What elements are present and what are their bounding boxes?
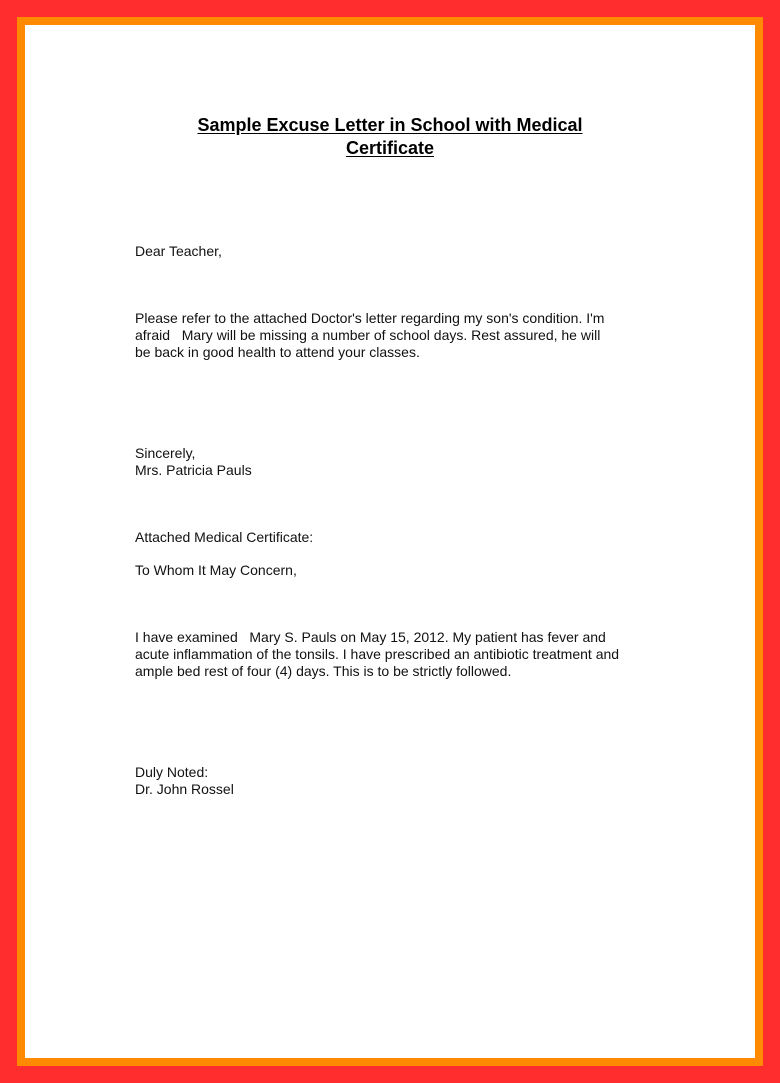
certificate-paragraph-line: I have examined Mary S. Pauls on May 15, 2012. My patient has fever and — [135, 629, 606, 645]
letter-closing: Sincerely, — [135, 445, 196, 461]
inner-orange-border — [17, 17, 763, 1066]
certificate-paragraph-line: acute inflammation of the tonsils. I have prescribed an antibiotic treatment and — [135, 646, 620, 662]
document-title — [25, 114, 755, 160]
letter-paragraph-line: be back in good health to attend your classes. — [135, 344, 420, 360]
letter-salutation: Dear Teacher, — [135, 243, 222, 259]
certificate-salutation: To Whom It May Concern, — [135, 562, 297, 578]
letter-paragraph-line: Please refer to the attached Doctor's letter regarding my son's condition. I'm — [135, 310, 605, 326]
attachment-heading: Attached Medical Certificate: — [135, 529, 314, 545]
certificate-closing: Duly Noted: — [135, 764, 209, 780]
certificate-paragraph-line: ample bed rest of four (4) days. This is to be strictly followed. — [135, 663, 512, 679]
letter-body — [135, 243, 665, 848]
title-line-2: Certificate — [345, 138, 435, 158]
letter-signer: Mrs. Patricia Pauls — [135, 462, 252, 478]
document-page — [25, 25, 755, 1058]
certificate-paragraph — [135, 595, 665, 714]
letter-paragraph — [135, 276, 665, 395]
letter-signature-block — [135, 411, 665, 513]
title-line-1: Sample Excuse Letter in School with Medical — [197, 115, 583, 135]
letter-paragraph-line: afraid Mary will be missing a number of school days. Rest assured, he will — [135, 327, 601, 343]
certificate-signature-block — [135, 730, 665, 832]
certificate-signer: Dr. John Rossel — [135, 781, 234, 797]
